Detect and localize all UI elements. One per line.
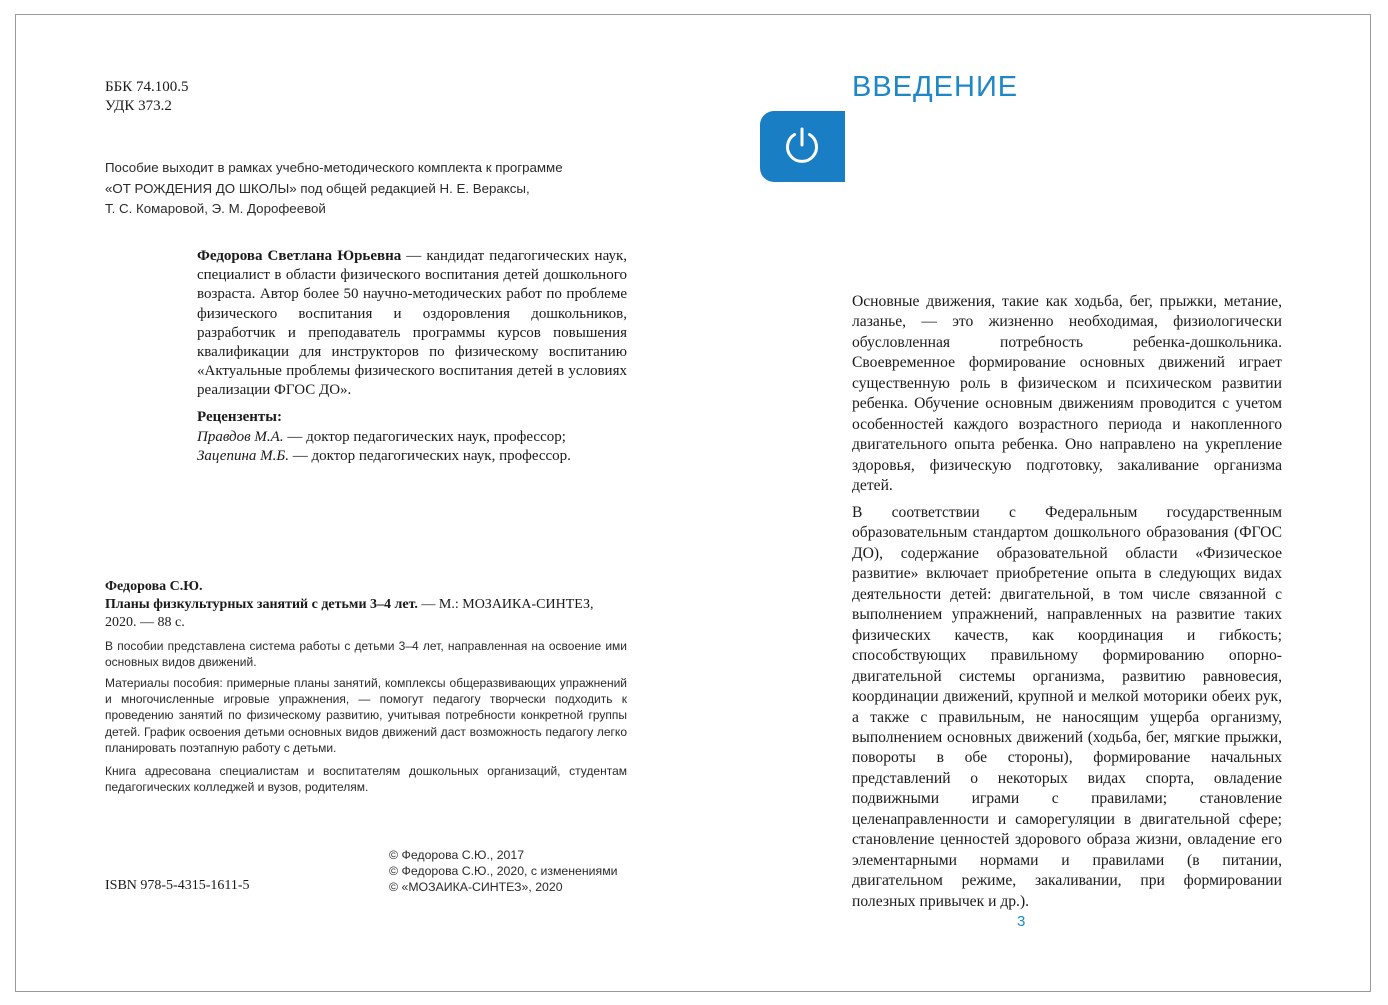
author-bio bbox=[197, 247, 627, 401]
reviewer-entry bbox=[197, 447, 627, 467]
reviewer-role: — доктор педагогических наук, профессор; bbox=[283, 428, 566, 445]
biblio-author: Федорова С.Ю. bbox=[105, 579, 203, 594]
udk-code: УДК 373.2 bbox=[105, 98, 172, 114]
bbk-code: ББК 74.100.5 bbox=[105, 79, 189, 95]
author-name: Федорова Светлана Юрьевна bbox=[197, 248, 402, 264]
series-note-line: «ОТ РОЖДЕНИЯ ДО ШКОЛЫ» под общей редакцией Н. Е. Вераксы, bbox=[105, 180, 530, 196]
annotation-paragraph: Материалы пособия: примерные планы занятий, комплексы общеразвивающих упражнений и многочисленные игровые упражнения, — помогут педагогу творчески подходить к проведению занятий по физическому развитию, учитывая потребности конкретной группы детей. График освоения детьми основных видов движений даст возможность педагогу легко планировать поэтапную работу с детьми. bbox=[105, 676, 627, 755]
biblio-title: Планы физкультурных занятий с детьми 3–4 лет. bbox=[105, 597, 418, 612]
reviewer-name: Правдов М.А. bbox=[197, 428, 284, 445]
reviewer-entry bbox=[197, 428, 627, 448]
bibliographic-record bbox=[105, 578, 627, 632]
annotation-paragraph: Книга адресована специалистам и воспитателям дошкольных организаций, студентам педагогических колледжей и вузов, родителям. bbox=[105, 764, 627, 795]
intro-paragraph: В соответствии с Федеральным государственным образовательным стандартом дошкольного образования (ФГОС ДО), содержание образовательной области «Физическое развитие» включает приобретение опыта в следующих видах деятельности детей: двигательной, в том числе связанной с выполнением упражнений, направленных на развитие таких физических качеств, как координация и гибкость; способствующих правильному формированию опорно-двигательной системы организма, развитию равновесия, координации движений, крупной и мелкой моторики обеих рук, а также с правильным, не наносящим ущерба организму, выполнением основных движений (ходьба, бег, мягкие прыжки, повороты в обе стороны), формирование начальных представлений о некоторых видах спорта, овладение подвижными играми с правилами; становление целенаправленности и саморегуляции в двигательной сфере; становление ценностей здорового образа жизни, овладение его элементарными нормами и правилами (в питании, двигательном режиме, закаливании, при формировании полезных привычек и др.). bbox=[852, 504, 1282, 910]
series-note-line: Пособие выходит в рамках учебно-методического комплекта к программе bbox=[105, 160, 563, 175]
copyright-line: © «МОЗАИКА-СИНТЕЗ», 2020 bbox=[389, 880, 563, 895]
classification-codes bbox=[105, 78, 188, 116]
author-bio-text: — кандидат педагогических наук, специалист в области физического воспитания детей дошкольного возраста. Автор более 50 научно-методических работ по проблеме физического воспитания и оздоровления дошкольников, разработчик и преподаватель программы курсов повышения квалификации для инструкторов по физическому воспитанию «Актуальные проблемы физического воспитания детей в условиях реализации ФГОС ДО». bbox=[197, 248, 628, 399]
copyright-line: © Федорова С.Ю., 2017 bbox=[389, 848, 525, 862]
series-note-line: Т. С. Комаровой, Э. М. Дорофеевой bbox=[105, 201, 326, 216]
isbn: ISBN 978-5-4315-1611-5 bbox=[105, 878, 250, 893]
power-icon bbox=[781, 125, 823, 167]
intro-paragraph: Основные движения, такие как ходьба, бег, прыжки, метание, лазанье, — это жизненно необходимая, физиологически обусловленная потребность ребенка-дошкольника. Своевременное формирование основных движений играет существенную роль в физическом и психическом развитии ребенка. Обучение основным движениям проводится с учетом особенностей каждого возрастного периода и накопленного двигательного опыта ребенка. Оно направлено на укрепление здоровья, физическую подготовку, закаливание организма детей. bbox=[852, 293, 1282, 495]
power-icon-badge bbox=[760, 111, 845, 182]
chapter-title: ВВЕДЕНИЕ bbox=[852, 71, 1019, 103]
reviewers-block bbox=[197, 408, 627, 467]
page-number: 3 bbox=[1017, 913, 1026, 930]
reviewer-name: Зацепина М.Б. bbox=[197, 448, 289, 464]
biblio-publisher: — М.: МОЗАИКА-СИНТЕЗ, 2020. — 88 с. bbox=[105, 597, 594, 630]
biblio-entry bbox=[105, 596, 627, 632]
annotation-paragraph: В пособии представлена система работы с детьми 3–4 лет, направленная на освоение ими основных видов движений. bbox=[105, 639, 627, 670]
reviewer-role: — доктор педагогических наук, профессор. bbox=[289, 448, 571, 464]
copyright-line: © Федорова С.Ю., 2020, с изменениями bbox=[389, 864, 618, 879]
reviewers-heading: Рецензенты: bbox=[197, 409, 282, 425]
copyright-block bbox=[389, 847, 618, 896]
series-note bbox=[105, 158, 563, 220]
book-spread bbox=[15, 14, 1371, 992]
